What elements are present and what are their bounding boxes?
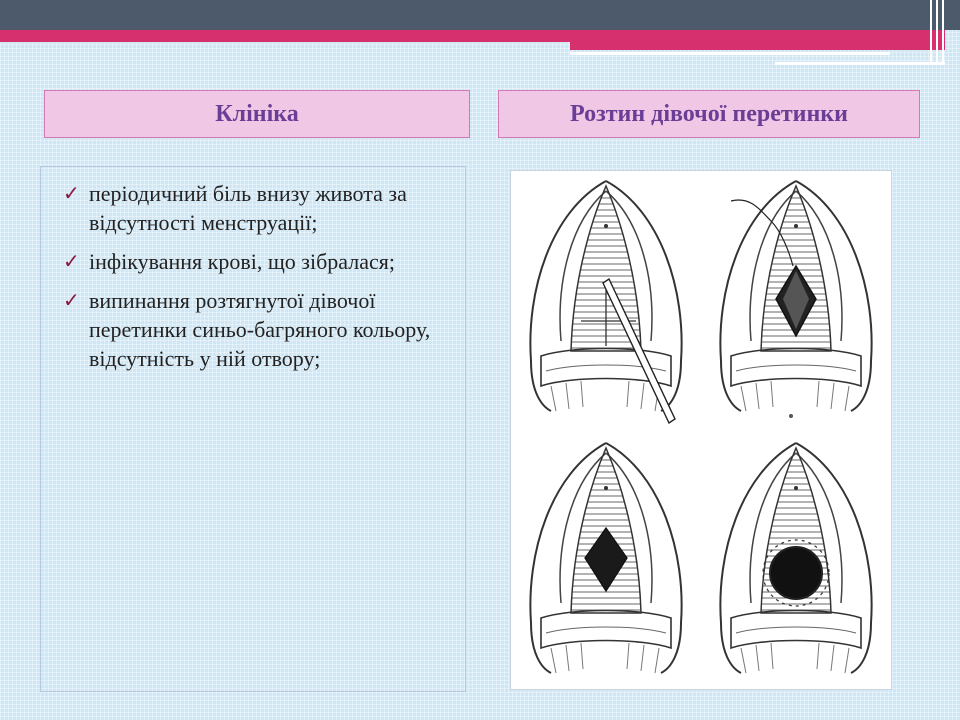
check-icon: ✓ (63, 288, 80, 312)
accent-bar-step (570, 42, 945, 50)
illustration-svg (511, 171, 891, 689)
procedure-illustration (510, 170, 892, 690)
list-item-text: інфікування крові, що зібралася; (89, 249, 395, 274)
clinic-text-panel (40, 166, 466, 692)
clinic-heading-text: Клініка (215, 100, 299, 127)
decor-line (570, 52, 890, 55)
list-item (63, 247, 445, 276)
decor-line (775, 62, 945, 65)
list-item-text: випинання розтягнутої дівочої перетинки синьо-багряного кольору, відсутність у ній отвору; (89, 288, 431, 371)
incision-step-2 (720, 181, 871, 418)
top-dark-bar (0, 0, 960, 30)
list-item-text: періодичний біль внизу живота за відсутності менструації; (89, 181, 407, 235)
check-icon: ✓ (63, 181, 80, 205)
incision-step-3 (530, 443, 681, 673)
decor-vline (930, 0, 932, 65)
incision-step-4 (720, 443, 871, 673)
list-item (63, 286, 445, 373)
clinic-heading (44, 90, 470, 138)
clinic-list (41, 167, 465, 373)
decor-vline (942, 0, 944, 65)
decor-vline (936, 0, 938, 65)
procedure-heading (498, 90, 920, 138)
incision-step-1 (530, 181, 681, 423)
check-icon: ✓ (63, 249, 80, 273)
top-accent-bar (0, 30, 945, 42)
procedure-heading-text: Розтин дівочої перетинки (570, 100, 848, 127)
list-item (63, 179, 445, 237)
